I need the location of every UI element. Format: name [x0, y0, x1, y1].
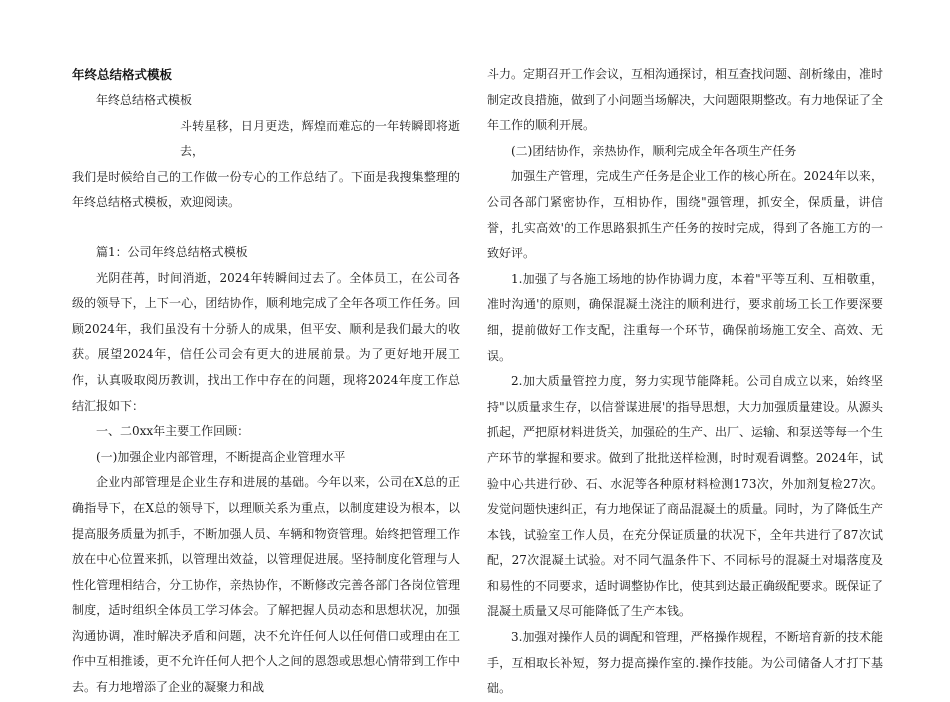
body-paragraph: 加强生产管理，完成生产任务是企业工作的核心所在。2024年以来，公司各部门紧密协作，互相协作，围绕"强管理，抓安全，保质量，讲信誉，扎实高效'的工作思路狠抓生产任务的按时完成，得到了各施工方的一致好评。	[487, 169, 883, 261]
document-subtitle: 年终总结格式模板	[96, 93, 193, 107]
body-paragraph: 光阴荏苒，时间消逝，2024年转瞬间过去了。全体员工，在公司各级的领导下，上下一心，团结协作，顺利地完成了全年各项工作任务。回顾2024年，我们虽没有十分骄人的成果，但平安、顺利是我们最大的收获。展望2024年，信任公司会有更大的进展前景。为了更好地开展工作，认真吸取阅历教训，找出工作中存在的问题，现将2024年度工作总结汇报如下：	[72, 270, 460, 413]
intro-lead: 斗转星移，日月更迭，辉煌而难忘的一年转瞬即将逝去，	[180, 118, 460, 159]
section-heading: 篇1：公司年终总结格式模板	[96, 244, 248, 259]
spacer	[72, 216, 460, 240]
document-title: 年终总结格式模板	[72, 67, 173, 82]
section-heading: 一、二0xx年主要工作回顾：	[96, 424, 250, 439]
intro-paragraph: 我们是时候给自己的工作做一份专心的工作总结了。下面是我搜集整理的年终总结格式模板，欢迎阅读。	[72, 169, 460, 210]
subsection-heading: (二)团结协作，亲热协作，顺利完成全年各项生产任务	[511, 143, 797, 158]
subsection-heading: (一)加强企业内部管理，不断提高企业管理水平	[96, 449, 346, 464]
right-column	[487, 62, 883, 702]
body-paragraph: 企业内部管理是企业生存和进展的基础。今年以来，公司在X总的正确指导下，在X总的领导下，以理顺关系为重点，以制度建设为根本，以提高服务质量为抓手，不断加强人员、车辆和物资管理。始终把管理工作放在中心位置来抓，以管理出效益，以管理促进展。坚持制度化管理与人性化管理相结合，分工协作，亲热协作，不断修改完善各部门各岗位管理制度，适时组织全体员工学习体会。了解把握人员动态和思想状况，加强沟通协调，准时解决矛盾和问题，决不允许任何人以任何借口或理由在工作中互相推诿，更不允许任何人把个人之间的恩怨或思想心情带到工作中去。有力地增添了企业的凝聚力和战	[72, 475, 460, 695]
numbered-item: 2.加大质量管控力度，努力实现节能降耗。公司自成立以来，始终坚持"以质量求生存，以信誉谋进展'的指导思想，大力加强质量建设。从源头抓起，严把原材料进货关，加强砼的生产、出厂、运输、和泵送等每一个生产环节的掌握和要求。做到了批批送样检测，时时观看调整。2024年，试验中心共进行砂、石、水泥等各种原材料检测173次，外加剂复检27次。发觉问题快速纠正，有力地保证了商品混凝土的质量。同时，为了降低生产本钱，试验室工作人员，在充分保证质量的状况下，全年共进行了87次试配，27次混凝土试验。对不同气温条件下、不同标号的混凝土对塌落度及和易性的不同要求，适时调整协作比，使其到达最正确级配要求。既保证了混凝土质量又尽可能降低了生产本钱。	[487, 374, 884, 619]
left-column	[72, 62, 460, 701]
numbered-item: 1.加强了与各施工场地的协作协调力度，本着"平等互利、互相敬重，准时沟通'的原则，确保混凝土浇注的顺利进行，要求前场工长工作要深要细，提前做好工作支配，注重每一个环节，确保前场施工安全、高效、无误。	[487, 271, 883, 363]
body-paragraph-continued: 斗力。定期召开工作会议，互相沟通探讨，相互查找问题、剖析缘由，准时制定改良措施，做到了小问题当场解决，大问题限期整改。有力地保证了全年工作的顺利开展。	[487, 67, 884, 133]
numbered-item: 3.加强对操作人员的调配和管理，严格操作规程，不断培育新的技术能手，互相取长补短，努力提高操作室的.操作技能。为公司储备人才打下基础。	[487, 630, 883, 696]
